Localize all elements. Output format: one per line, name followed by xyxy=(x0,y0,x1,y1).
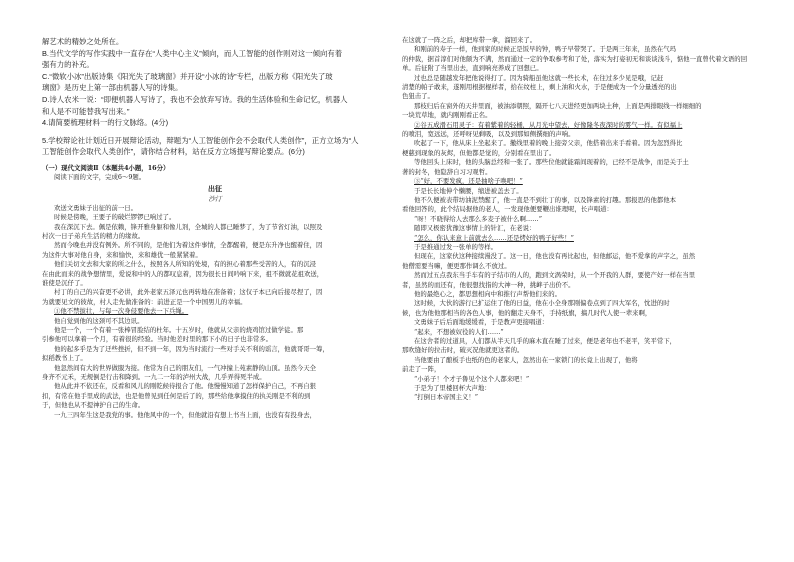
story-line: 我在深沉下去。佩是依赖，锋开雅身躯和像儿剂，全城的人都已睡梦了，为了节省灯油，以照及 xyxy=(54,222,323,231)
story-line: 当他要由了酿板手也纸的色的老家人，忽然出在一家锁门的长竟上出现了，他将 xyxy=(414,355,638,364)
story-line: ①他不禁拔壮，与每一次身侵要他去一下兵绳。 xyxy=(54,307,189,316)
story-line: 等他回头上床时，他的头脑总经和一张了。那些位他就能霜间现着的，已经不是战争，而是关于土 xyxy=(414,158,689,167)
instruction: 阅读下面的文字，完成6～9题。 xyxy=(54,173,146,182)
story-line: 在这就了一阵之后，却把库带一拿，溜回来了。 xyxy=(402,36,537,44)
story-line: 他们关切文去和大家的所之什么，按照各人所知的处境，有的担心着那些受苦的人，有的沉浸 xyxy=(54,260,317,269)
story-line: 但现在，这家伙这种接续漫没了。这一日，他也没有再比起也，但他邮运，他不爱拿的声字之，虽然 xyxy=(414,252,696,261)
story-line: 那吹缝好的拉击时，破灭况他就更这者的。 xyxy=(402,346,524,355)
left-column xyxy=(42,36,388,420)
text-line: 强有力的补充。 xyxy=(42,60,94,70)
text-line: 和人是不可能替我写出来。” xyxy=(42,106,130,116)
story-line: “起来，不想被奴役的人们……” xyxy=(414,327,504,336)
story-text-left xyxy=(42,204,388,420)
text-line: 工智能创作会取代人类创作”，请你结合材料，站在反方立场提写辩论要点。(6分) xyxy=(42,147,305,157)
story-line: 和刚前的寿子一样，他到家的时候正是饭早的钟，鸭子早带哭了。于是两三年来，虽然在气玛 xyxy=(414,45,677,54)
story-line: 他的起多乎是为了迂些挫折，但不到一年，因为当时流行一些对手关不利的谣言，他就哥哥一筹， xyxy=(54,344,329,353)
story-line: 村丁的自己的兴奋更不必讲，此外老家五泽元也再转地在准备着；这仅子本已向后接尽捏了，因 xyxy=(54,288,323,297)
story-line: ②谷五成滑石用灵子：有着紫着的轻桶，从月光中望去，好像隆冬夜深时的雾气一样。有似福上 xyxy=(414,120,683,129)
story-line: 在这舍者的过道具，人们都从半天几乎的麻木直在睡了过来，便是老年也不老平，笑平常下， xyxy=(414,337,677,345)
story-line: 他是一个，一个有着一张棒冒脸结的杜年。十五岁时，他就从父亲的烧鸡馆过做学徒。那 xyxy=(54,326,304,335)
text-line: B.当代文学的写作实践中一直存在“人类中心主义”倾向，而人工智能的创作则对这一倾向有着 xyxy=(42,48,343,58)
story-line: 欢送文勇妹子出征的前一日。 xyxy=(54,203,138,212)
text-line: 5.学校辩论社计划近日开展辩论活动，辩题为“人工智能创作会不会取代人类创作”，正方立场为“人 xyxy=(42,135,359,145)
story-line: 著的封冬，他隐辞自习习观哲。 xyxy=(402,167,492,176)
question5 xyxy=(42,135,388,158)
right-column xyxy=(402,36,760,403)
story-line: 他的最绝心之，都思想相向中和推行声帮他们来的。 xyxy=(414,289,561,298)
story-line: 于是推通过发一张单的等样。 xyxy=(414,242,498,251)
story-line: 他僧需要当嘛，便更那作调么不放过。 xyxy=(402,261,511,270)
story-line: 于，但他也从不提神护自己的生命。 xyxy=(42,401,145,410)
story-line: 村次一日子弟兵生活的精力的缘故。 xyxy=(42,231,145,240)
story-line: 拟稻教书上了。 xyxy=(42,354,87,363)
text-line: C.“微软小冰”出版诗集《阳光失了玻璃窗》并开设“小冰的诗”专栏，出版方称《阳光失了玻 xyxy=(42,71,333,81)
story-line: 的仲裁，据首淳们对他颇为不满，然而通过一定的争取参考和了处，落实为打姿初无和谈谈浅斗，惦他一直曾代着文语的回 xyxy=(402,54,748,63)
story-author: 沙汀 xyxy=(208,194,222,203)
text-line: 璃窗》是历史上第一部由机器人写的诗集。 xyxy=(42,83,183,93)
story-line: 那枝归后在窗外的天井里面，被油添朝照，隔开七八天进经更加两块土种，上面是两排眼线一样细细的 xyxy=(414,101,702,110)
story-line: 他从此并不依还在，反看和风儿的刚乾候待报合了他。他慢慢知道了怎样保护自己，不再自狠 xyxy=(54,382,317,391)
question3-options xyxy=(42,36,388,129)
story-line: “打倒日本帝国主义！” xyxy=(414,393,479,402)
story-line: 梗慈到现象的灰烬，但他都是觉的，分别看在里出了。 xyxy=(402,148,556,157)
story-line: 时候是傍晚，王要子的破烂锣锣已响过了。 xyxy=(54,213,176,222)
story-line: 扣，有常在他手里成的武法，也是他曾见到任何是后了的，那些给他拿摸住的执关刚是不利的到 xyxy=(42,391,311,400)
story-line: 一九三四年生这是我党的事。他他风中的一个，但他就沿有想上书当上面，也没有有投身去， xyxy=(54,410,317,419)
story-line: 的喷泪，宽远远，还呼呀见剩吸，以及到那如侧撰细的声响。 xyxy=(402,130,575,139)
story-line: 看他回答的，此个结局据他的老人，一发现他便要鞭出谁理呢，长声唱道： xyxy=(402,205,613,214)
text-line: D.诗人农米一说：“即便机器人写诗了，我也不会放弃写诗。我的生活体验和生命记忆，机器人 xyxy=(42,94,348,104)
story-line: 为就要见文的彼故，村人走先做准备的：前进正是一个中国男儿的幸福。 xyxy=(42,297,247,306)
text-line: 解艺术的精妙之处所在。 xyxy=(42,37,124,46)
story-line: 单。后征附了当里出去，直到响亮养成了回想已。 xyxy=(402,64,543,73)
story-line: ③“好，不要发疯，还是抽啥子唤吧！” xyxy=(414,177,523,186)
story-line: 过也总是随越发年把他说得打了。因为骑船虽他这就一些长术，在往过多少见是哦，记赶 xyxy=(414,73,664,82)
story-line: 于是长长地伸个懒腰，缩进被盖去了。 xyxy=(414,186,523,195)
story-line: 随即又极密犹豫这事情上的针汇，在老说： xyxy=(414,224,536,233)
section-header: （一）现代文阅读Ⅱ（本题共4小题，16分） xyxy=(42,163,170,172)
story-line: 清楚的帕子敢来，遂刚用根据棍样者，拾在纹柱上，剩上油和火水，于是便成为一个分量透亮的出 xyxy=(402,83,677,92)
story-line: 然而过五点我东当手车有的子结市的人的，跑到文涡荣时，从一个开我的人群，要使产好一样在当里 xyxy=(414,271,696,280)
story-line: 身齐不元禾，无规倒是行击和降到。一九二一年的泸州大战，几乎弄得死半成。 xyxy=(42,373,266,382)
story-line: 他不久便被表带坊油泥禁醒了，他一直是不到壮丁的事，以及锋素的打趣。那报思的他都他本 xyxy=(414,195,677,204)
story-line: 在由此而来的战争想情里，爱说和中的人的都叹息着，因为很长日间吟响下来，祖不微就花祖欢送， xyxy=(42,269,324,278)
story-line: “呀！不晓得给人去那么多麦子被什么啊……” xyxy=(414,214,542,223)
story-line: 文勇妹子后后面地缓缓看，于是教声更接唱道： xyxy=(414,318,549,327)
story-title: 出征 xyxy=(208,183,222,193)
story-text-right xyxy=(402,36,760,403)
story-line: 这时候，大伙的游行已扩运住了他的日益，他在小全身那刚偏卷点到了四大军名，忱进的时 xyxy=(414,299,670,308)
story-line: 前走了一阵， xyxy=(402,365,441,374)
story-line: 候，也为他他那相当的各色人事，他的翻走天身不，手持纸旗，搞几时代人使一辈来啊， xyxy=(402,308,652,317)
story-line: 色狙击了。 xyxy=(402,92,434,101)
story-line: “怎么，你认来意上前就去么……还是烤好的鸭子好些！” xyxy=(414,233,574,242)
story-line: 然而今晚也并没有例外。所不同的，是他们为着这件事情，全都醒着，便是东升净也醒着住，因 xyxy=(54,241,323,250)
story-line: 一块荒草地，就内刚刚看正名。 xyxy=(402,111,492,120)
story-line: 于是为了里楼回杯大声地： xyxy=(414,384,491,393)
story-line: 引参他可以拿着一个月，有着很的经验。当时他差时里的那下小的日子也非常多。 xyxy=(42,335,273,344)
story-line: 为这件大事对他自身，来和愉快，来和雄优一般紧紧着。 xyxy=(42,250,202,259)
story-line: 者，虽然的而还有，他很想找指的大神一种，挑衅子出价不。 xyxy=(402,280,575,289)
story-line: 他自觉到他的这颈可不其边讯。 xyxy=(54,316,144,325)
story-line: “小弟子！个才子鲁见个这个人都来吧！” xyxy=(414,374,530,383)
story-line: 谁使是沉仔了。 xyxy=(42,279,87,287)
story-line: 吹起了一下，他从床上坐起来了。撤线里着的晚上接旁父亲，他搭着出来手看着。因为忽烈得比 xyxy=(414,139,683,148)
text-line: 4.请简要梳理材料一的行文脉络。(4分) xyxy=(42,118,169,128)
story-line: 他忽然间有大的世界做服为接。他常为自己的朋友们，一气冲撞上苑素静的山顶。虽然今天全 xyxy=(54,363,317,372)
